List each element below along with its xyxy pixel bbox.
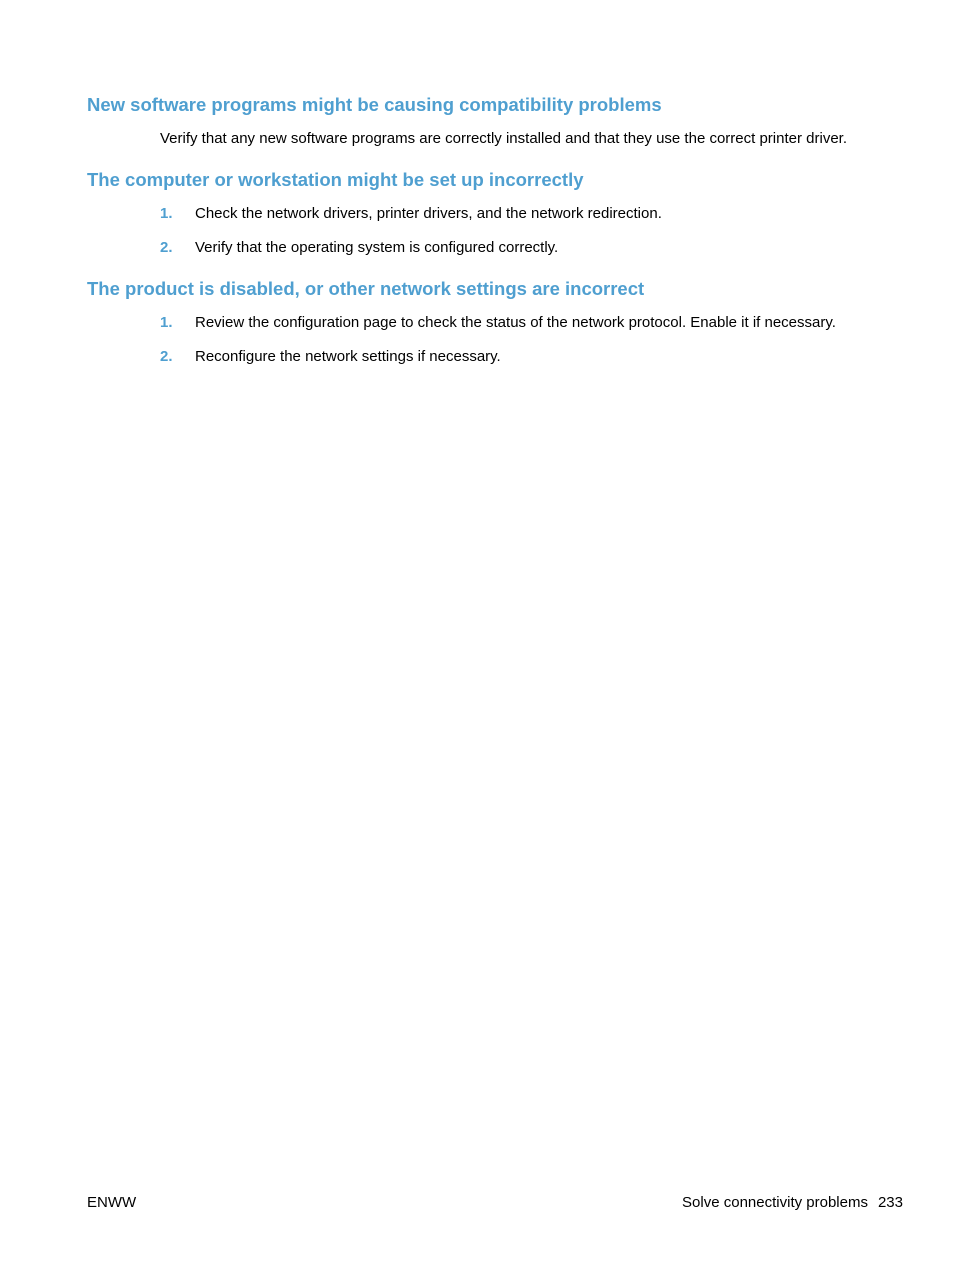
list-item bbox=[160, 347, 501, 367]
list-item bbox=[160, 313, 836, 333]
list-number: 1. bbox=[160, 205, 173, 222]
list-item bbox=[160, 204, 662, 224]
list-number: 2. bbox=[160, 348, 173, 365]
list-item bbox=[160, 238, 558, 258]
footer-locale: ENWW bbox=[87, 1194, 137, 1211]
list-number: 2. bbox=[160, 239, 173, 256]
section-paragraph-compatibility: Verify that any new software programs are correctly installed and that they use the correct printer driver. bbox=[160, 130, 847, 147]
page-number: 233 bbox=[877, 1194, 903, 1211]
footer-section bbox=[682, 1193, 903, 1213]
list-text: Review the configuration page to check the status of the network protocol. Enable it if necessary. bbox=[195, 314, 836, 331]
list-text: Check the network drivers, printer drivers, and the network redirection. bbox=[195, 205, 662, 222]
list-text: Reconfigure the network settings if necessary. bbox=[195, 348, 501, 365]
list-text: Verify that the operating system is configured correctly. bbox=[195, 239, 559, 256]
list-number: 1. bbox=[160, 314, 173, 331]
section-heading-network-settings: The product is disabled, or other network settings are incorrect bbox=[87, 278, 645, 299]
footer-section-title: Solve connectivity problems bbox=[682, 1194, 868, 1211]
section-heading-workstation: The computer or workstation might be set up incorrectly bbox=[87, 169, 584, 190]
section-heading-compatibility: New software programs might be causing compatibility problems bbox=[87, 94, 662, 115]
